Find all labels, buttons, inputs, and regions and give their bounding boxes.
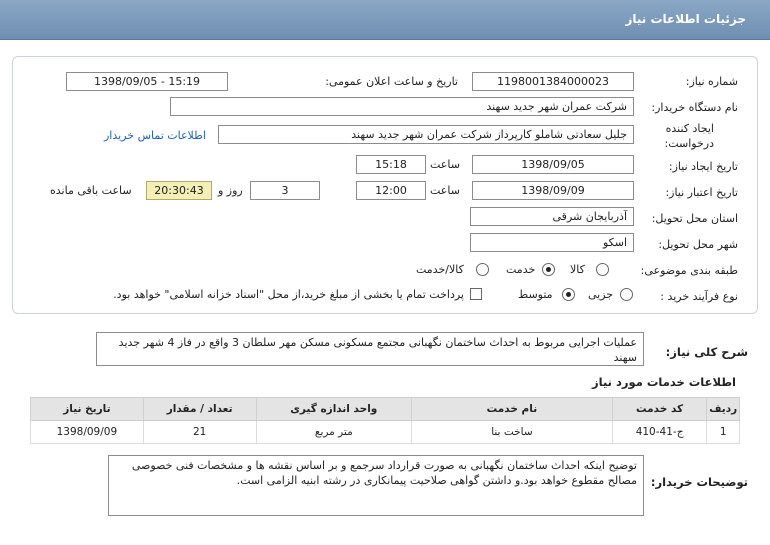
need-number-label: شماره نیاز: [685, 75, 738, 88]
process-label: نوع فرآیند خرید : [660, 290, 738, 303]
col-code: کد خدمت [612, 398, 707, 421]
cell-unit: متر مربع [256, 421, 412, 444]
remaining-time-field: 20:30:43 [146, 181, 212, 200]
buyer-notes-field: توضیح اینکه احداث ساختمان نگهبانی به صورت قرارداد سرجمع و بر اساس نقشه ها و مشخصات فنی خصوصی مصالح مقطوع خواهد بود.و داشتن گواهی صلاحیت پیمانکاری در رشته ابنیه الزامی است. [108, 455, 644, 516]
category-goods-label: کالا [570, 263, 585, 276]
table-row [31, 421, 740, 444]
cell-code: ج-41-410 [612, 421, 707, 444]
col-name: نام خدمت [412, 398, 613, 421]
services-header: اطلاعات خدمات مورد نیاز [592, 375, 736, 389]
summary-field: عملیات اجرایی مربوط به احداث ساختمان نگهبانی مجتمع مسکونی مسکن مهر سلطان 3 واقع در فاز 4 شهر جدید سهند [96, 332, 644, 366]
province-label: استان محل تحویل: [651, 212, 738, 225]
city-label: شهر محل تحویل: [658, 238, 738, 251]
cell-qty: 21 [143, 421, 256, 444]
creator-label-1: ایجاد کننده [665, 122, 714, 135]
buyer-org-field[interactable]: شرکت عمران شهر جدید سهند [170, 97, 634, 116]
category-label: طبقه بندی موضوعی: [640, 264, 738, 277]
category-service-label: خدمت [506, 263, 536, 276]
title-bar [0, 0, 770, 40]
creator-label-2: درخواست: [664, 137, 714, 150]
need-number-field[interactable]: 1198001384000023 [472, 72, 634, 91]
page-title: جزئیات اطلاعات نیاز [625, 12, 746, 26]
category-goods-service-label: کالا/خدمت [416, 263, 464, 276]
announce-field[interactable]: 1398/09/05 - 15:19 [66, 72, 228, 91]
created-date-field[interactable]: 1398/09/05 [472, 155, 634, 174]
summary-label: شرح کلی نیاز: [665, 345, 748, 359]
process-medium-label: متوسط [518, 288, 553, 301]
process-small-radio[interactable] [620, 288, 633, 301]
province-field[interactable]: آذربایجان شرقی [470, 207, 634, 226]
table-header-row [31, 398, 740, 421]
buyer-org-label: نام دستگاه خریدار: [651, 101, 738, 114]
process-medium-radio[interactable] [562, 288, 575, 301]
validity-label: تاریخ اعتبار نیاز: [665, 186, 738, 199]
validity-time-field[interactable]: 12:00 [356, 181, 426, 200]
cell-row: 1 [707, 421, 740, 444]
validity-time-label: ساعت [430, 184, 460, 197]
category-goods-radio[interactable] [596, 263, 609, 276]
created-time-label: ساعت [430, 158, 460, 171]
city-field[interactable]: اسکو [470, 233, 634, 252]
days-label: روز و [218, 184, 243, 197]
col-unit: واحد اندازه گیری [256, 398, 412, 421]
category-goods-service-radio[interactable] [476, 263, 489, 276]
process-small-label: جزیی [588, 288, 614, 301]
services-table [30, 397, 740, 444]
col-row: ردیف [707, 398, 740, 421]
category-service-radio[interactable] [542, 263, 555, 276]
created-time-field[interactable]: 15:18 [356, 155, 426, 174]
col-qty: تعداد / مقدار [143, 398, 256, 421]
treasury-payment-checkbox[interactable] [470, 288, 482, 300]
treasury-payment-label: پرداخت تمام یا بخشی از مبلغ خرید،از محل "اسناد خزانه اسلامی" خواهد بود. [113, 288, 464, 301]
created-date-label: تاریخ ایجاد نیاز: [668, 160, 738, 173]
days-field[interactable]: 3 [250, 181, 320, 200]
validity-date-field[interactable]: 1398/09/09 [472, 181, 634, 200]
contact-buyer-link[interactable]: اطلاعات تماس خریدار [104, 129, 206, 142]
col-date: تاریخ نیاز [31, 398, 144, 421]
cell-name: ساخت بنا [412, 421, 613, 444]
remaining-label: ساعت باقی مانده [50, 184, 132, 197]
buyer-notes-label: توضیحات خریدار: [650, 475, 748, 489]
announce-label: تاریخ و ساعت اعلان عمومی: [325, 75, 458, 88]
creator-field[interactable]: جلیل سعادتی شاملو کارپرداز شرکت عمران شهر جدید سهند [218, 125, 634, 144]
cell-date: 1398/09/09 [31, 421, 144, 444]
